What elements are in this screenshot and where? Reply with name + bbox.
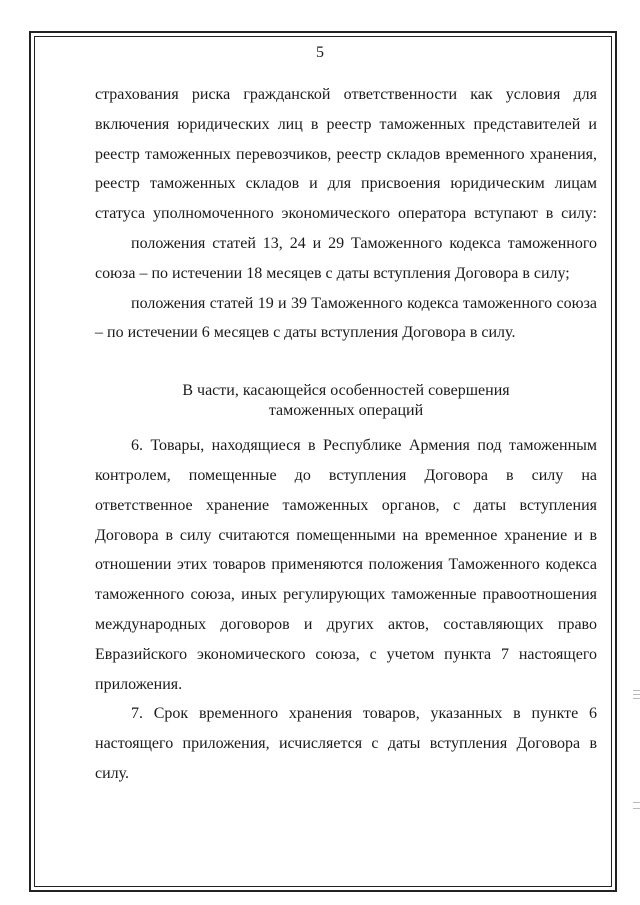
document-body bbox=[95, 80, 597, 789]
section-heading-line2: таможенных операций bbox=[268, 402, 424, 420]
text-line: включения юридических лиц в реестр таможенных представителей и bbox=[95, 115, 597, 133]
text-line: статуса уполномоченного экономического оператора вступают в силу: bbox=[95, 205, 597, 223]
paragraph-articles-19-39: положения статей 19 и 39 Таможенного кодекса таможенного союза – по истечении 6 месяцев с даты вступления Договора в силу. bbox=[95, 294, 597, 342]
text-line: реестр таможенных складов и для присвоения юридическим лицам bbox=[95, 175, 597, 193]
text-line: реестр таможенных перевозчиков, реестр складов временного хранения, bbox=[95, 145, 597, 163]
paragraph-intro bbox=[95, 80, 597, 229]
scan-edge-marks bbox=[632, 690, 640, 830]
paragraph-articles-13-24-29: положения статей 13, 24 и 29 Таможенного кодекса таможенного союза – по истечении 18 месяцев с даты вступления Договора в силу; bbox=[95, 234, 597, 282]
paragraph-item-6: 6. Товары, находящиеся в Республике Армения под таможенным контролем, помещенные до вступления Договора в силу на ответственное хранение таможенных органов, с даты вступления Договора в силу считаются помещенными на временное хранение и в отношении этих товаров применяются положения Таможенного кодекса таможенного союза, иных регулирующих таможенные правоотношения международных договоров и других актов, составляющих право Евразийского экономического союза, с учетом пункта 7 настоящего приложения. bbox=[95, 437, 597, 693]
section-heading bbox=[95, 381, 597, 421]
paragraph-item-7: 7. Срок временного хранения товаров, указанных в пункте 6 настоящего приложения, исчисляется с даты вступления Договора в силу. bbox=[95, 705, 597, 782]
section-heading-line1: В части, касающейся особенностей совершения bbox=[182, 382, 510, 400]
text-line: страхования риска гражданской ответственности как условия для bbox=[95, 86, 597, 103]
page-number: 5 bbox=[316, 44, 324, 61]
